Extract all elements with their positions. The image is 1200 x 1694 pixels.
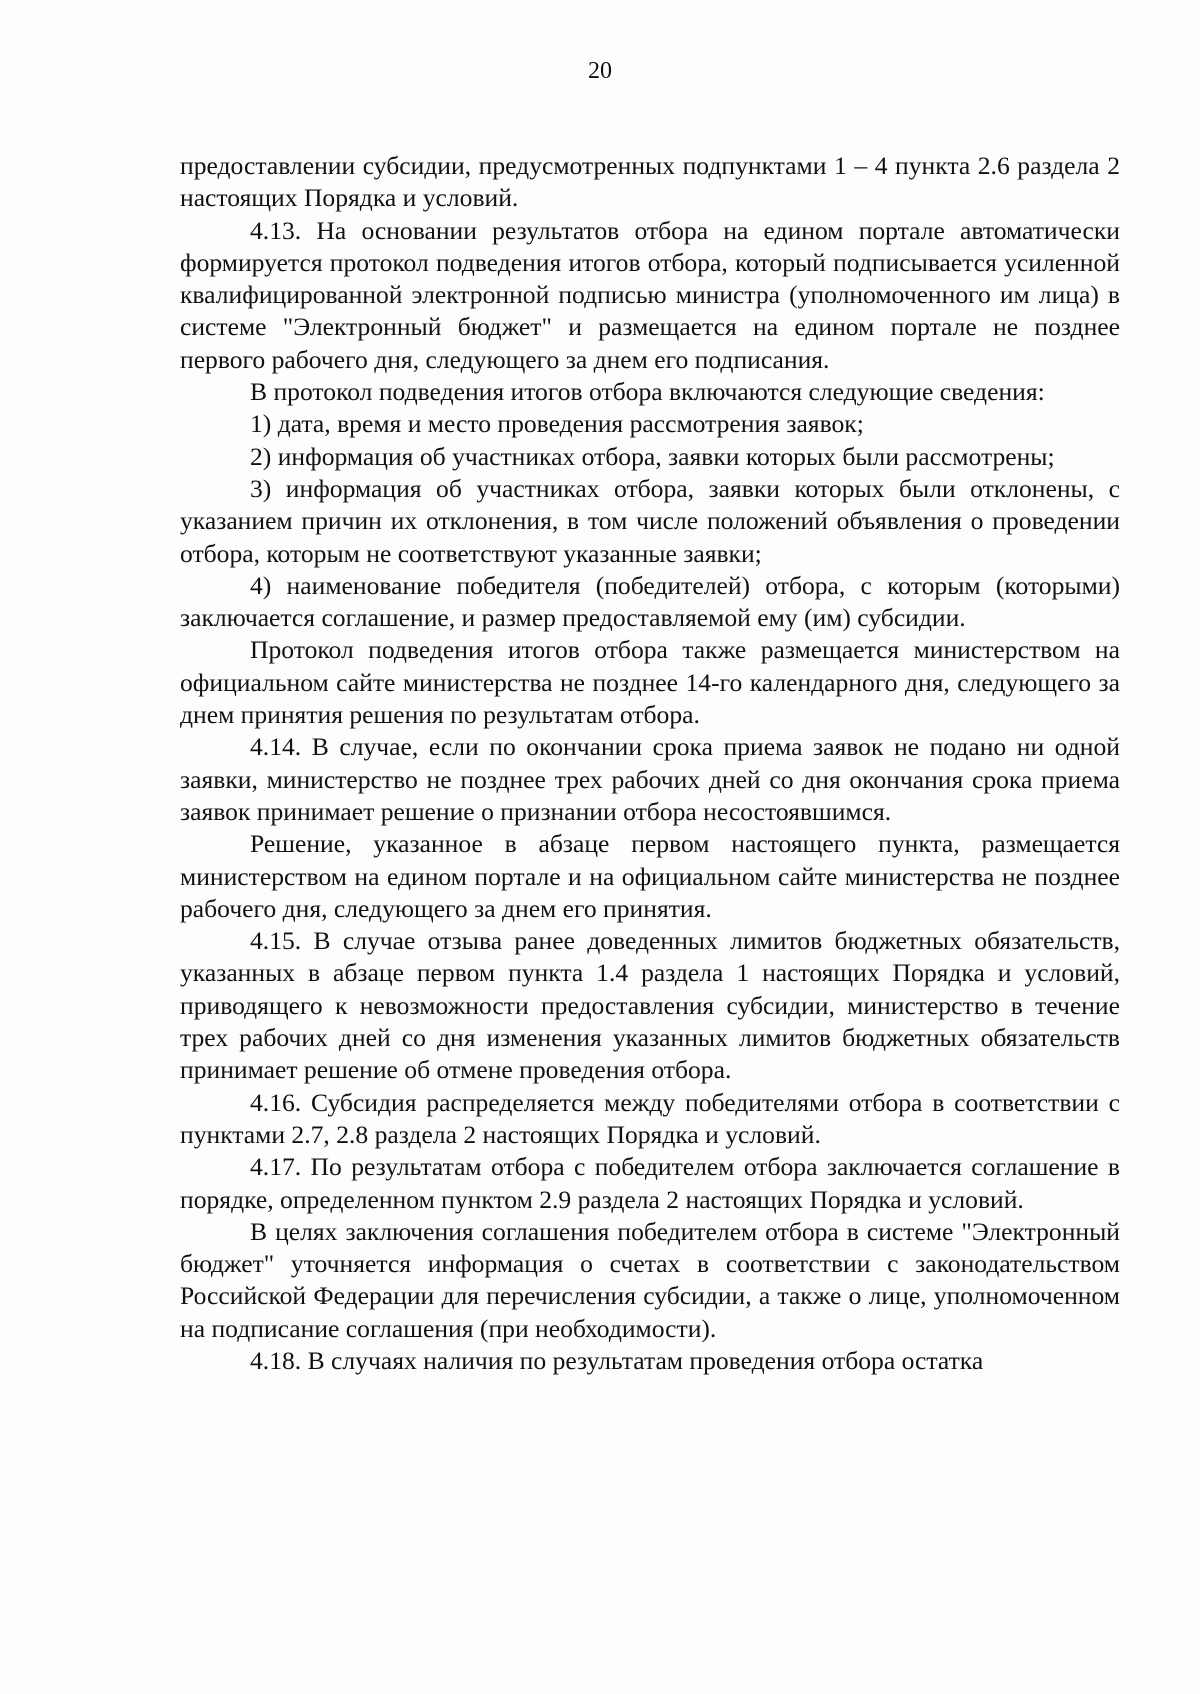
paragraph-protocol-publication: Протокол подведения итогов отбора также размещается министерством на официальном сайте министерства не позднее 14-го календарного дня, следующего за днем принятия решения по результатам отбора. xyxy=(180,635,1120,730)
list-item-2: 2) информация об участниках отбора, заявки которых были рассмотрены; xyxy=(250,441,1055,471)
paragraph-4-15: 4.15. В случае отзыва ранее доведенных лимитов бюджетных обязательств, указанных в абзаце первом пункта 1.4 раздела 1 настоящих Порядка и условий, приводящего к невозможности предоставления субсидии, министерство в течение трех рабочих дней со дня изменения указанных лимитов бюджетных обязательств принимает решение об отмене проведения отбора. xyxy=(180,926,1120,1085)
paragraph-4-16: 4.16. Субсидия распределяется между победителями отбора в соответствии с пунктами 2.7, 2.8 раздела 2 настоящих Порядка и условий. xyxy=(180,1087,1120,1149)
paragraph-4-18: 4.18. В случаях наличия по результатам проведения отбора остатка xyxy=(250,1345,984,1375)
paragraph-decision-publication: Решение, указанное в абзаце первом настоящего пункта, размещается министерством на едином портале и на официальном сайте министерства не позднее рабочего дня, следующего за днем его принятия. xyxy=(180,829,1120,923)
document-body xyxy=(180,150,1120,1377)
list-item-1: 1) дата, время и место проведения рассмотрения заявок; xyxy=(250,409,864,439)
paragraph-4-14: 4.14. В случае, если по окончании срока приема заявок не подано ни одной заявки, министерство не позднее трех рабочих дней со дня окончания срока приема заявок принимает решение о признании отбора несостоявшимся. xyxy=(180,732,1120,826)
paragraph-continuation: предоставлении субсидии, предусмотренных подпунктами 1 – 4 пункта 2.6 раздела 2 настоящих Порядка и условий. xyxy=(180,151,1120,213)
paragraph-protocol-contents: В протокол подведения итогов отбора включаются следующие сведения: xyxy=(250,377,1045,407)
list-item-3: 3) информация об участниках отбора, заявки которых были отклонены, с указанием причин их отклонения, в том числе положений объявления о проведении отбора, которым не соответствуют указанные заявки; xyxy=(180,473,1120,568)
page-number: 20 xyxy=(588,58,612,84)
list-item-4: 4) наименование победителя (победителей) отбора, с которым (которыми) заключается соглашение, и размер предоставляемой ему (им) субсидии. xyxy=(180,570,1120,633)
paragraph-4-17: 4.17. По результатам отбора с победителем отбора заключается соглашение в порядке, определенном пунктом 2.9 раздела 2 настоящих Порядка и условий. xyxy=(180,1152,1120,1214)
paragraph-agreement-details: В целях заключения соглашения победителем отбора в системе "Электронный бюджет" уточняется информация о счетах в соответствии с законодательством Российской Федерации для перечисления субсидии, а также о лице, уполномоченном на подписание соглашения (при необходимости). xyxy=(180,1216,1120,1343)
paragraph-4-13: 4.13. На основании результатов отбора на едином портале автоматически формируется протокол подведения итогов отбора, который подписывается усиленной квалифицированной электронной подписью министра (уполномоченного им лица) в системе "Электронный бюджет" и размещается на едином портале не позднее первого рабочего дня, следующего за днем его подписания. xyxy=(180,215,1120,374)
